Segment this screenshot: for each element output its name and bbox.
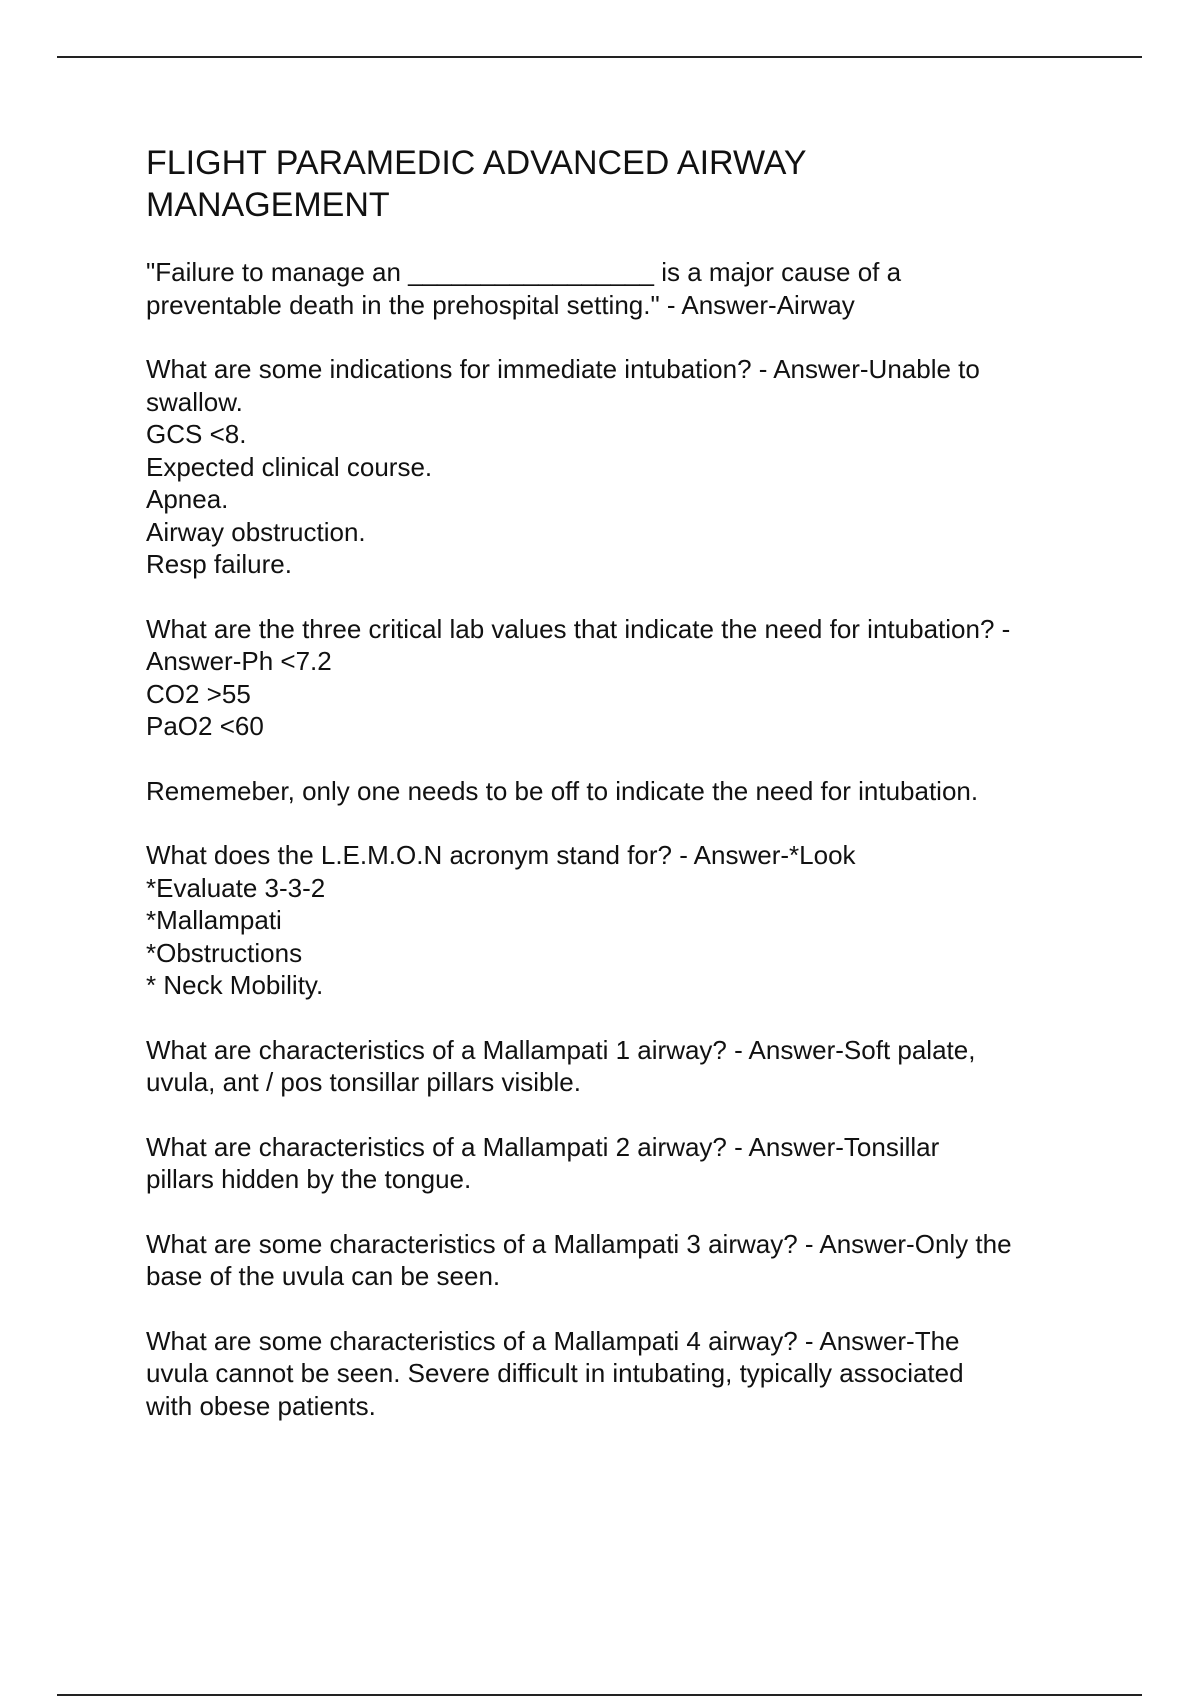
qa-line: What are some indications for immediate intubation? - Answer-Unable to — [146, 354, 980, 384]
qa-line: PaO2 <60 — [146, 711, 264, 741]
qa-line: GCS <8. — [146, 419, 247, 449]
qa-line: What are characteristics of a Mallampati 1 airway? - Answer-Soft palate, — [146, 1034, 976, 1065]
qa-line: pillars hidden by the tongue. — [146, 1164, 472, 1194]
document-body — [146, 142, 1106, 1454]
document-title — [146, 142, 1106, 226]
qa-list — [146, 256, 1106, 1422]
qa-line: What are the three critical lab values that indicate the need for intubation? - — [146, 613, 1011, 644]
qa-line: What are some characteristics of a Mallampati 3 airway? - Answer-Only the — [146, 1228, 1012, 1259]
qa-line: Expected clinical course. — [146, 451, 433, 482]
qa-item-reminder — [146, 775, 1106, 808]
title-line: MANAGEMENT — [146, 186, 390, 224]
qa-line: What are characteristics of a Mallampati 2 airway? - Answer-Tonsillar — [146, 1131, 940, 1162]
qa-line: What does the L.E.M.O.N acronym stand for? - Answer-*Look — [146, 840, 856, 870]
title-line: FLIGHT PARAMEDIC ADVANCED AIRWAY — [146, 144, 807, 182]
qa-line: "Failure to manage an _________________ is a major cause of a — [146, 257, 902, 287]
qa-line: swallow. — [146, 386, 243, 417]
qa-line: uvula, ant / pos tonsillar pillars visible. — [146, 1067, 581, 1097]
qa-line: Rememeber, only one needs to be off to indicate the need for intubation. — [146, 775, 979, 806]
qa-item-lemon-acronym — [146, 839, 1106, 1002]
qa-item-intubation-indications — [146, 353, 1106, 581]
qa-line: Airway obstruction. — [146, 516, 366, 547]
qa-line: uvula cannot be seen. Severe difficult in intubating, typically associated — [146, 1358, 964, 1388]
qa-item-mallampati-3 — [146, 1228, 1106, 1293]
qa-item-lab-values — [146, 613, 1106, 743]
qa-line: * Neck Mobility. — [146, 970, 324, 1000]
qa-line: CO2 >55 — [146, 678, 251, 709]
top-rule — [57, 56, 1142, 58]
qa-line: base of the uvula can be seen. — [146, 1261, 501, 1291]
qa-line: Apnea. — [146, 484, 229, 514]
qa-line: Resp failure. — [146, 549, 292, 579]
qa-line: *Mallampati — [146, 905, 282, 935]
qa-item-mallampati-1 — [146, 1034, 1106, 1099]
bottom-rule — [57, 1694, 1142, 1696]
qa-line: *Evaluate 3-3-2 — [146, 872, 326, 903]
qa-line: with obese patients. — [146, 1390, 376, 1421]
qa-item-airway-failure — [146, 256, 1106, 321]
qa-item-mallampati-4 — [146, 1325, 1106, 1423]
qa-item-mallampati-2 — [146, 1131, 1106, 1196]
qa-line: preventable death in the prehospital setting." - Answer-Airway — [146, 289, 855, 320]
qa-line: What are some characteristics of a Mallampati 4 airway? - Answer-The — [146, 1325, 960, 1356]
qa-line: *Obstructions — [146, 937, 303, 968]
qa-line: Answer-Ph <7.2 — [146, 646, 332, 676]
